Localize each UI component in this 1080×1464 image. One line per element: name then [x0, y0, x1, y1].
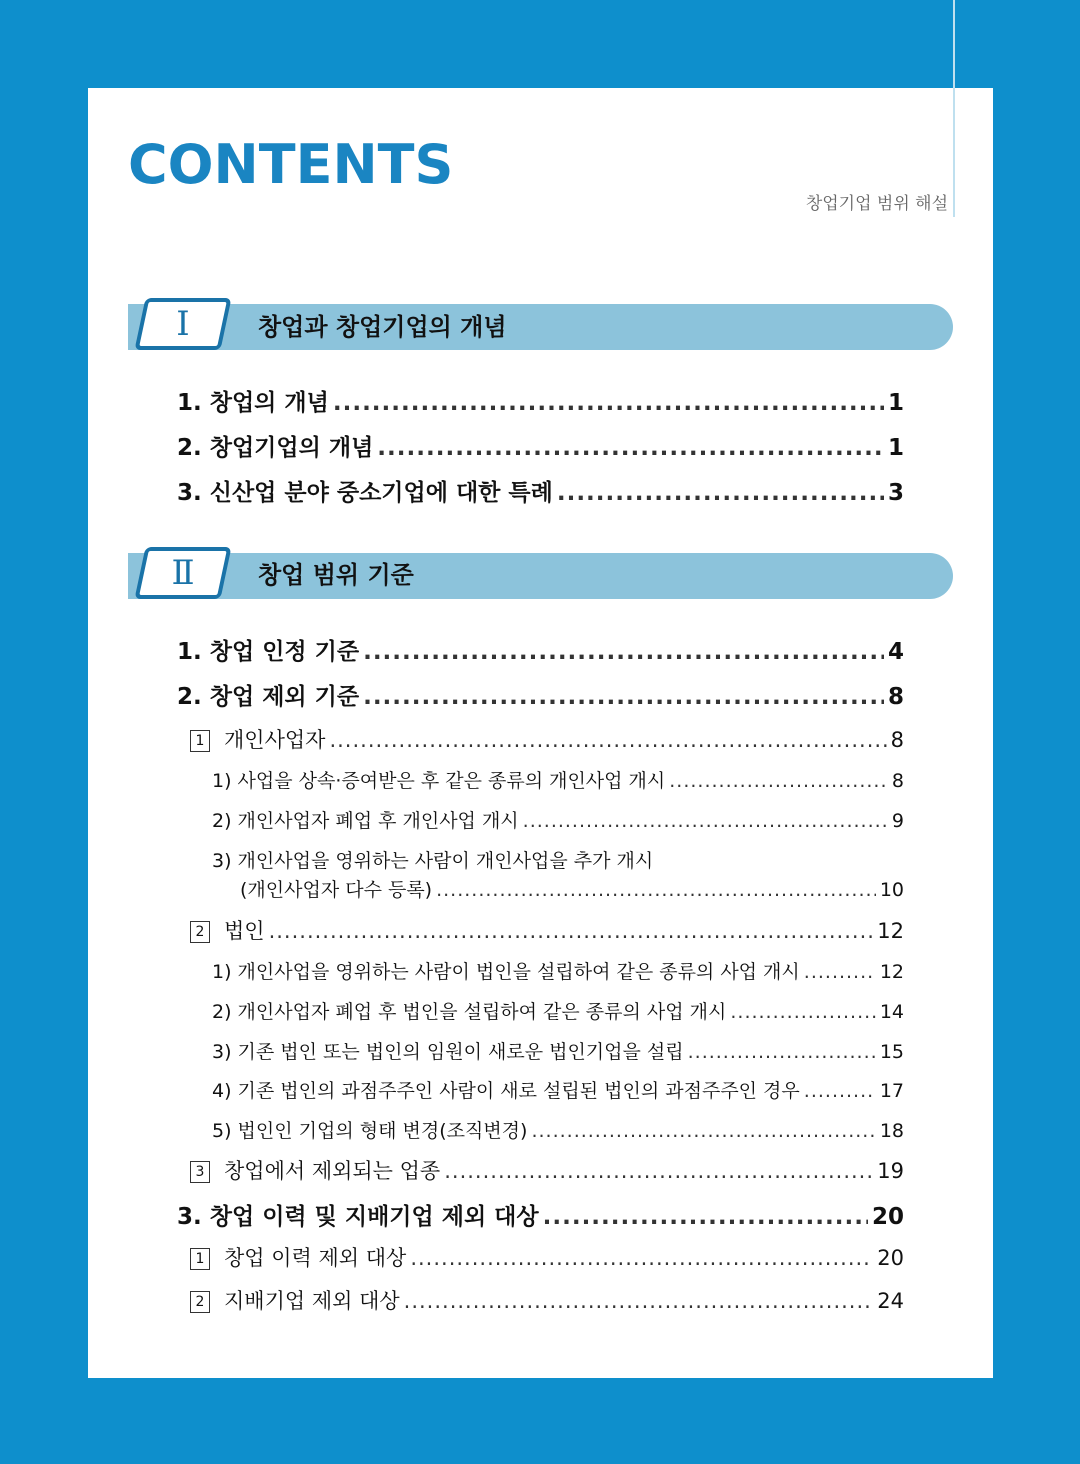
leader-dots: [269, 919, 874, 943]
leader-dots: [363, 684, 884, 710]
section-bar-2: [128, 553, 953, 599]
leader-dots: [531, 1120, 875, 1142]
box-number: 1: [190, 1248, 210, 1270]
page-number: 4: [887, 639, 904, 665]
toc-entry[interactable]: 3. 창업 이력 및 지배기업 제외 대상 ..... 20: [177, 1198, 904, 1231]
page-number: 20: [871, 1204, 904, 1230]
leader-dots: [333, 390, 884, 416]
toc-entry[interactable]: 1. 창업 인정 기준 ..... 4: [177, 633, 904, 666]
section-title-2[interactable]: 창업 범위 기준: [258, 561, 414, 589]
page-number: 8: [890, 728, 904, 752]
toc-entry[interactable]: 2 지배기업 제외 대상 ..... 24: [190, 1285, 904, 1315]
page-number: 20: [877, 1246, 904, 1270]
page-number: 1: [887, 435, 904, 461]
leader-dots: [329, 728, 886, 752]
page-number: 8: [891, 770, 904, 792]
section-title-1[interactable]: 창업과 창업기업의 개념: [258, 313, 507, 341]
leader-dots: [523, 810, 888, 832]
box-number: 3: [190, 1161, 210, 1183]
page-number: 15: [879, 1041, 904, 1063]
toc-entry[interactable]: 1) 개인사업을 영위하는 사람이 법인을 설립하여 같은 종류의 사업 개시 ..... 12: [212, 957, 904, 984]
toc-entry[interactable]: 2) 개인사업자 폐업 후 개인사업 개시 ..... 9: [212, 806, 904, 833]
page-number: 10: [879, 879, 904, 901]
leader-dots: [804, 1080, 876, 1102]
toc-entry[interactable]: 2. 창업기업의 개념 ..... 1: [177, 429, 904, 462]
leader-dots: [377, 435, 884, 461]
section-number-1: Ⅰ: [134, 298, 231, 350]
leader-dots: [410, 1246, 873, 1270]
page-number: 12: [877, 919, 904, 943]
page-number: 24: [877, 1289, 904, 1313]
toc-entry[interactable]: 1 창업 이력 제외 대상 ..... 20: [190, 1242, 904, 1272]
page-number: 9: [891, 810, 904, 832]
box-number: 2: [190, 1291, 210, 1313]
leader-dots: [444, 1159, 873, 1183]
box-number: 2: [190, 921, 210, 943]
toc-entry[interactable]: 1. 창업의 개념 ..... 1: [177, 384, 904, 417]
toc-entry[interactable]: 5) 법인인 기업의 형태 변경(조직변경) ..... 18: [212, 1116, 904, 1143]
section-bar-1: [128, 304, 953, 350]
leader-dots: [363, 639, 884, 665]
page-title: CONTENTS: [128, 133, 454, 196]
page-number: 3: [887, 480, 904, 506]
page-number: 19: [877, 1159, 904, 1183]
page-number: 18: [879, 1120, 904, 1142]
toc-entry[interactable]: 1 개인사업자 ..... 8: [190, 724, 904, 754]
toc-entry[interactable]: 4) 기존 법인의 과점주주인 사람이 새로 설립된 법인의 과점주주인 경우 ..... 17: [212, 1076, 904, 1103]
toc-entry[interactable]: 2. 창업 제외 기준 ..... 8: [177, 678, 904, 711]
leader-dots: [688, 1041, 876, 1063]
box-number: 1: [190, 730, 210, 752]
toc-entry[interactable]: 3) 기존 법인 또는 법인의 임원이 새로운 법인기업을 설립 ..... 15: [212, 1037, 904, 1064]
page-number: 1: [887, 390, 904, 416]
leader-dots: [804, 961, 876, 983]
leader-dots: [436, 879, 876, 901]
page-number: 14: [879, 1001, 904, 1023]
toc-entry[interactable]: 3 창업에서 제외되는 업종 ..... 19: [190, 1155, 904, 1185]
page-number: 12: [879, 961, 904, 983]
leader-dots: [404, 1289, 874, 1313]
section-number-2: Ⅱ: [134, 547, 231, 599]
leader-dots: [543, 1204, 868, 1230]
toc-entry[interactable]: 2 법인 ..... 12: [190, 915, 904, 945]
toc-entry-line1[interactable]: 3) 개인사업을 영위하는 사람이 개인사업을 추가 개시: [212, 850, 654, 872]
running-header: 창업기업 범위 해설: [805, 194, 948, 214]
leader-dots: [730, 1001, 875, 1023]
toc-entry[interactable]: 2) 개인사업자 폐업 후 법인을 설립하여 같은 종류의 사업 개시 ..... 14: [212, 997, 904, 1024]
page-number: 8: [887, 684, 904, 710]
margin-rule: [953, 0, 955, 217]
leader-dots: [557, 480, 884, 506]
leader-dots: [669, 770, 888, 792]
toc-entry[interactable]: 1) 사업을 상속·증여받은 후 같은 종류의 개인사업 개시 ..... 8: [212, 766, 904, 793]
toc-entry[interactable]: (개인사업자 다수 등록) ..... 10: [240, 875, 904, 902]
toc-entry[interactable]: 3. 신산업 분야 중소기업에 대한 특례 ..... 3: [177, 474, 904, 507]
page-number: 17: [879, 1080, 904, 1102]
